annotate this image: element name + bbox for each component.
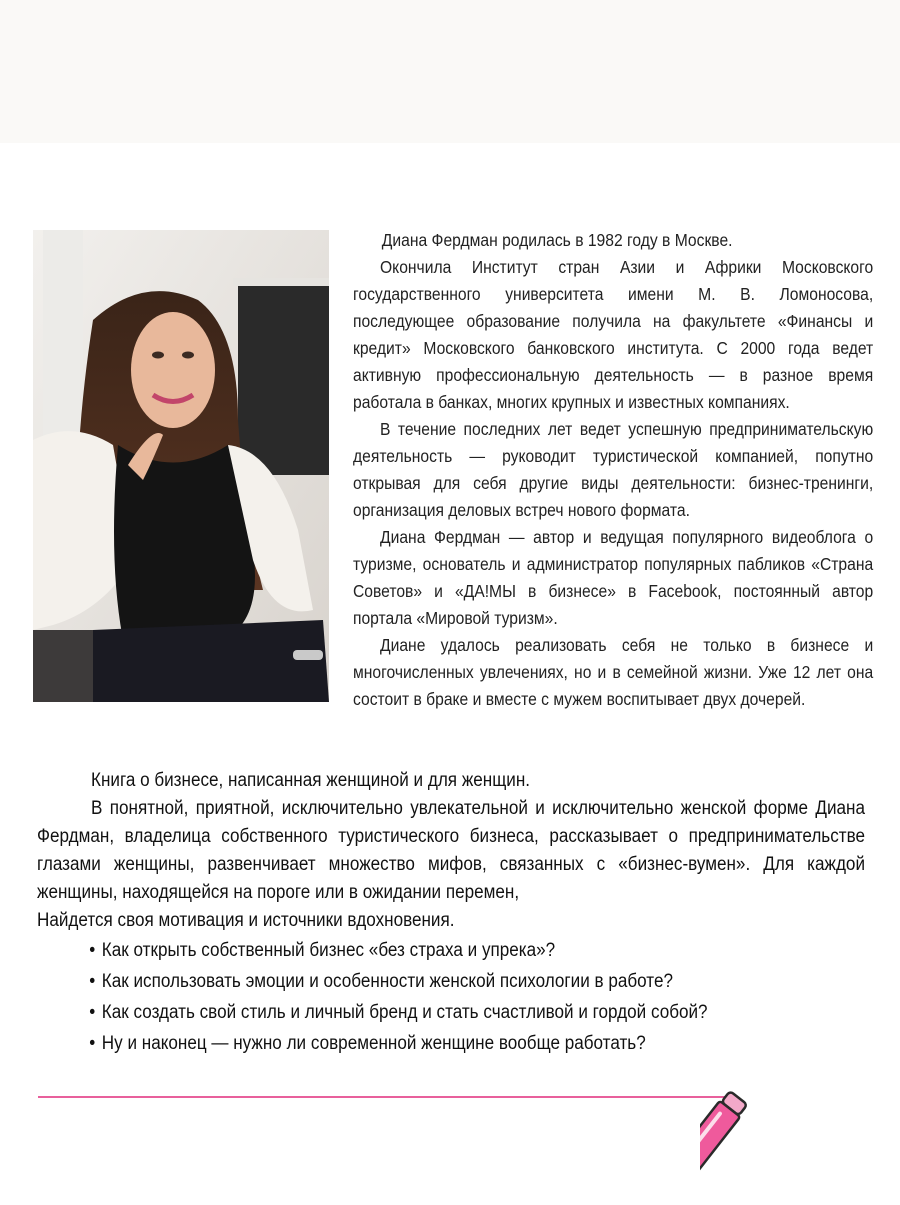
bio-paragraph: Окончила Институт стран Азии и Африки Московского государственного университета имени М. В. Ломоносова, последующее образование получила на факультете «Финансы и кредит» Московского банковского института. С 2000 года ведет активную профессиональную деятельность — в разное время работала в банках, многих крупных и известных компаниях. [353, 257, 874, 412]
bio-paragraph: Диана Фердман — автор и ведущая популярного видеоблога о туризме, основатель и администратор популярных пабликов «Страна Советов» и «ДА!МЫ в бизнесе» в Facebook, постоянный автор портала «Мировой туризм». [353, 527, 874, 628]
bullet-icon: • [89, 1033, 96, 1054]
book-lead: Книга о бизнесе, написанная женщиной и для женщин. [91, 770, 531, 791]
book-intro: В понятной, приятной, исключительно увлекательной и исключительно женской форме Диана Фердман, владелица собственного туристического бизнеса, рассказывает о предпринимательстве глазами женщины, развенчивает множество мифов, связанных с «бизнес-вумен». Для каждой женщины, находящейся на пороге или в ожидании перемен, [37, 798, 865, 903]
author-bio [353, 227, 873, 713]
bullet-icon: • [89, 1002, 96, 1023]
book-questions-list [37, 935, 865, 1059]
list-item: • Ну и наконец — нужно ли современной женщине вообще работать? [89, 1028, 865, 1059]
list-item: • Как создать свой стиль и личный бренд и стать счастливой и гордой собой? [89, 997, 865, 1028]
bio-paragraph: Диане удалось реализовать себя не только в бизнесе и многочисленных увлечениях, но и в семейной жизни. Уже 12 лет она состоит в браке и вместе с мужем воспитывает двух дочерей. [353, 635, 874, 709]
list-item: • Как использовать эмоции и особенности женской психологии в работе? [89, 966, 865, 997]
bio-paragraph: В течение последних лет ведет успешную предпринимательскую деятельность — руководит туристической компанией, попутно открывая для себя другие виды деятельности: бизнес-тренинги, организация деловых встреч нового формата. [353, 419, 874, 520]
bullet-icon: • [89, 971, 96, 992]
list-item: • Как открыть собственный бизнес «без страха и упрека»? [89, 935, 865, 966]
pink-pen-icon [700, 1085, 840, 1200]
page-header-band [0, 0, 900, 143]
bullet-icon: • [89, 940, 96, 961]
author-photo [33, 230, 329, 702]
bio-paragraph: Диана Фердман родилась в 1982 году в Москве. [381, 230, 733, 250]
book-intro-end: Найдется своя мотивация и источники вдохновения. [37, 910, 455, 931]
book-description [37, 767, 865, 1059]
pink-divider-line [38, 1096, 728, 1098]
